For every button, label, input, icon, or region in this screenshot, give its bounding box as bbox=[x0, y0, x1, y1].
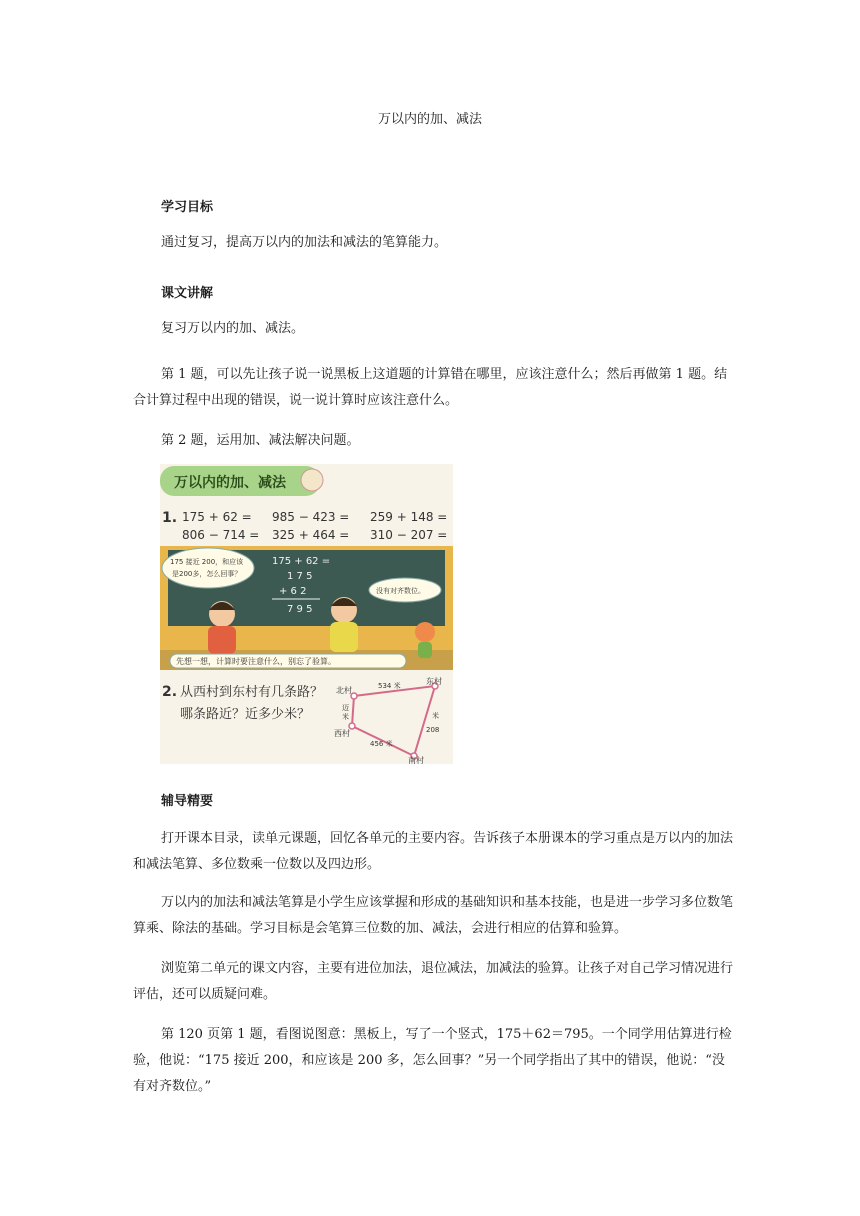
q2-line1: 从西村到东村有几条路？ bbox=[180, 685, 324, 700]
q2-line2: 哪条路近？近多少米？ bbox=[180, 707, 311, 722]
bubble-left-line1: 175 接近 200，和应该 bbox=[170, 558, 244, 566]
speech-bubble-left bbox=[162, 548, 254, 588]
heading-tutoring-essentials: 辅导精要 bbox=[161, 794, 214, 809]
q1-row1-b: 985 − 423 = bbox=[272, 510, 350, 524]
tip-text: 先想一想，计算时要注意什么，别忘了验算。 bbox=[176, 657, 336, 666]
distance-right-1: 米 bbox=[432, 712, 439, 720]
distance-left-1: 迈 bbox=[342, 704, 349, 712]
board-line3: + 6 2 bbox=[279, 586, 307, 597]
paragraph-lesson-2: 第 1 题，可以先让孩子说一说黑板上这道题的计算错在哪里，应该注意什么；然后再做第 1 题。结合计算过程中出现的错误，说一说计算时应该注意什么。 bbox=[133, 367, 728, 408]
textbook-figure bbox=[160, 464, 453, 764]
q1-row2-a: 806 − 714 = bbox=[182, 528, 260, 542]
cartoon-face-icon bbox=[301, 469, 323, 491]
board-line4: 7 9 5 bbox=[287, 604, 313, 615]
q2-number: 2. bbox=[162, 684, 178, 700]
paragraph-guide-1: 打开课本目录，读单元课题，回忆各单元的主要内容。告诉孩子本册课本的学习重点是万以内的加法和减法笔算、多位数乘一位数以及四边形。 bbox=[133, 831, 734, 872]
boy-left-body bbox=[208, 626, 236, 654]
distance-top: 534 米 bbox=[378, 682, 401, 690]
cartoon-helper-icon bbox=[415, 622, 435, 642]
banner-title: 万以内的加、减法 bbox=[174, 475, 286, 491]
q1-number: 1. bbox=[162, 510, 178, 526]
label-east: 东村 bbox=[426, 677, 442, 686]
bubble-right-text: 没有对齐数位。 bbox=[376, 587, 425, 595]
paragraph-guide-2: 万以内的加法和减法笔算是小学生应该掌握和形成的基础知识和基本技能，也是进一步学习多位数笔算乘、除法的基础。学习目标是会笔算三位数的加、减法，会进行相应的估算和验算。 bbox=[133, 895, 734, 936]
distance-left-2: 米 bbox=[342, 713, 349, 721]
boy-right-body bbox=[330, 622, 358, 652]
distance-bottom: 456 米 bbox=[370, 740, 393, 748]
heading-lesson-explanation: 课文讲解 bbox=[161, 286, 214, 301]
bubble-left-line2: 是200多，怎么回事？ bbox=[172, 570, 242, 578]
page-title: 万以内的加、减法 bbox=[377, 112, 482, 127]
distance-right-2: 208 bbox=[426, 726, 440, 734]
heading-learning-goal: 学习目标 bbox=[161, 200, 214, 215]
q1-row2-c: 310 − 207 = bbox=[370, 528, 448, 542]
label-west: 西村 bbox=[334, 729, 350, 738]
paragraph-lesson-1: 复习万以内的加、减法。 bbox=[161, 321, 305, 336]
board-line2: 1 7 5 bbox=[287, 571, 313, 582]
paragraph-lesson-3: 第 2 题，运用加、减法解决问题。 bbox=[161, 433, 360, 448]
q1-row1-c: 259 + 148 = bbox=[370, 510, 448, 524]
q1-row2-b: 325 + 464 = bbox=[272, 528, 350, 542]
label-north: 北村 bbox=[336, 686, 352, 695]
paragraph-goal: 通过复习，提高万以内的加法和减法的笔算能力。 bbox=[161, 235, 448, 250]
q1-row1-a: 175 + 62 = bbox=[182, 510, 252, 524]
board-line1: 175 + 62 = bbox=[272, 556, 331, 567]
label-south: 南村 bbox=[408, 756, 424, 764]
paragraph-guide-4: 第 120 页第 1 题，看图说图意：黑板上，写了一个竖式，175＋62＝795。一个同学用估算进行检验，他说：“175 接近 200，和应该是 200 多，怎么回事？”另一个同学指出了其中的错误，他说：“没有对齐数位。” bbox=[133, 1027, 732, 1094]
paragraph-guide-3: 浏览第二单元的课文内容，主要有进位加法，退位减法，加减法的验算。让孩子对自己学习情况进行评估，还可以质疑问难。 bbox=[133, 961, 734, 1002]
